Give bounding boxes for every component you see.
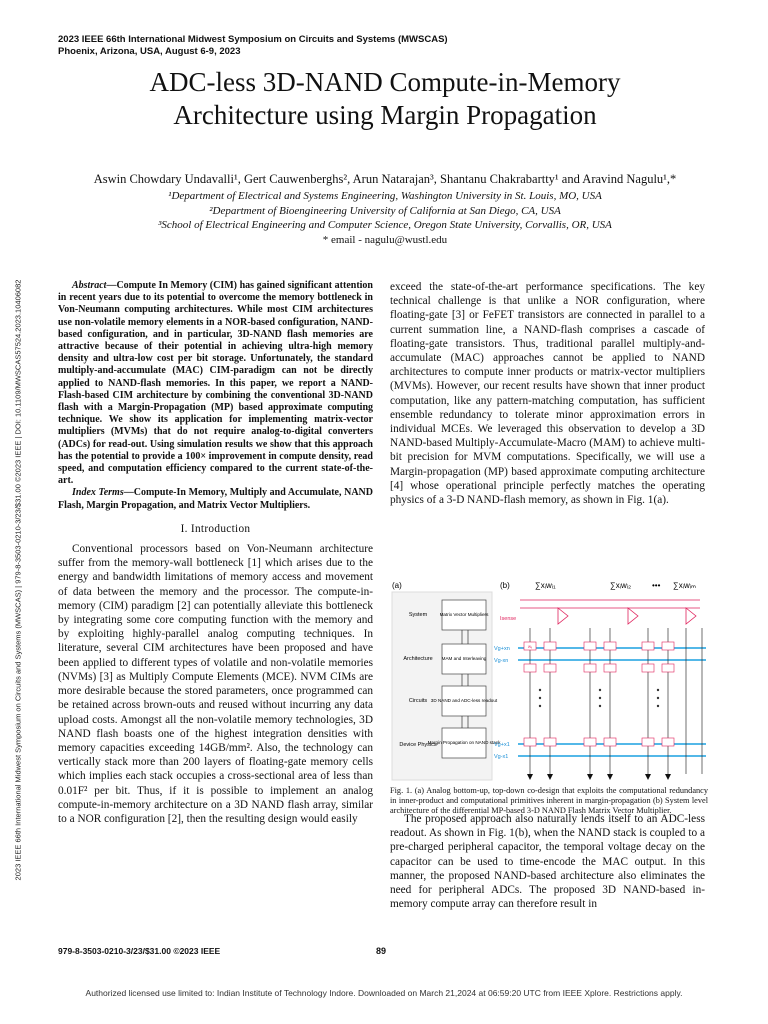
svg-text:Circuits: Circuits bbox=[408, 698, 428, 704]
nand-array-diagram bbox=[494, 581, 706, 780]
index-terms: Index Terms—Compute-In Memory, Multiply and Accumulate, NAND Flash, Margin Propagation, and Matrix Vector Multipliers. bbox=[58, 487, 373, 511]
vg-label-3: Vg+x1 bbox=[494, 742, 510, 748]
intro-paragraph-3: The proposed approach also naturally lends itself to an ADC-less readout. As shown in Fig. 1(b), when the NAND stack is coupled to a pre-charged peripheral capacitor, the temporal voltage decay on the capacitor can be used to time-encode the MAC output. In this manner, the proposed NAND-based architecture also eliminates the need for peripheral ADCs. The proposed 3D NAND-based in-memory compute array can therefore result in bbox=[390, 813, 705, 911]
left-column bbox=[58, 280, 373, 826]
vg-label-1: Vg+xn bbox=[494, 646, 510, 652]
page-number: 89 bbox=[376, 946, 387, 956]
intro-paragraph-2: exceed the state-of-the-art performance specifications. The key technical challenge is that unlike a NOR configuration, where floating-gate [3] or FeFET transistors are connected in parallel to a current summation line, a NAND-flash comprises a cascade of floating-gate transistors. Thus, traditional parallel multiply-and-accumulate (MAC) approaches cannot be applied to NAND architectures to compute inner products or matrix-vector multipliers (MVMs). However, our recent results have shown that inner product computation, like any pattern-matching computation, has sufficient ensemble redundancy to tolerate minor approximation errors in individual MCEs. We leveraged this observation to develop a 3D NAND-based Multiply-Accumulate-Macro (MAM) to achieve multi-bit precision for MVM computations. Specifically, we will use a Margin-propagation (MP) based approximate computing architecture [4] whose operational principle perfectly matches the operating physics of a 3-D NAND-flash memory, as shown in Fig. 1(a). bbox=[390, 281, 705, 507]
sum-label-3: ∑xᵢwᵢₘ bbox=[673, 581, 696, 590]
fig-label-b: (b) bbox=[500, 581, 510, 590]
svg-text:3D NAND and ADC-less readout: 3D NAND and ADC-less readout bbox=[430, 698, 498, 703]
svg-text:Architecture: Architecture bbox=[403, 656, 433, 662]
figure-1 bbox=[390, 578, 708, 782]
sum-dots: ••• bbox=[652, 581, 661, 590]
svg-text:Device Physics: Device Physics bbox=[399, 742, 437, 748]
affiliation-1: ¹Department of Electrical and Systems Engineering, Washington University in St. Louis, MO, USA bbox=[168, 190, 602, 202]
svg-text:System: System bbox=[408, 612, 428, 618]
conference-line-1: 2023 IEEE 66th International Midwest Symposium on Circuits and Systems (MWSCAS) bbox=[58, 34, 448, 45]
vg-label-4: Vg-x1 bbox=[494, 754, 509, 760]
conference-line-2: Phoenix, Arizona, USA, August 6-9, 2023 bbox=[58, 46, 241, 57]
cell-weight-label: Wᵢⱼ bbox=[527, 645, 533, 649]
intro-paragraph-1: Conventional processors based on Von-Neumann architecture suffer from the memory-wall bottleneck [1] which arises due to the energy and bandwidth limitations of memory access and movement of data between the memory and the processor. The compute-in-memory (CIM) paradigm [2] can potentially alleviate this bottleneck by integrating some core computing function with the memory and by exploiting highly-parallel analog computing techniques. In literature, several CIM architectures have been proposed and have been applied to different types of volatile and non-volatile memories (NVMs) [3] as Multiply Compute Elements (MCE). NVM CIMs are more desirable because the stored parameters, once programmed can be retained across brown-outs and reused without incurring any data upload costs. Amongst all the non-volatile memory technologies, 3D NAND flash boasts one of the highest integration densities with memory capacities exceeding 14GB/mm². Also, the technology can vertically stack more than 200 layers of floating-gate memory cells which implies each stack occupies a cross-sectional area of less than 0.01F² per bit. Thus, if it is possible to implement an analog compute-in-memory architecture on a 3D NAND flash array, similar to a NOR configuration [2], then the resulting design would easily bbox=[58, 543, 373, 825]
contact-email: * email - nagulu@wustl.edu bbox=[322, 233, 448, 246]
abstract: Abstract—Compute In Memory (CIM) has gained significant attention in recent years due to its potential to overcome the memory bottleneck in Von-Neumann computing architectures. While most CIM architectures use non-volatile memory elements in a NOR-based configuration, NAND-based configuration, and in particular, 3D-NAND flash memories are attractive because of their potential in achieving ultra-high memory density and ultra-low cost per bit storage. Unfortunately, the standard multiply-and-accumulate (MAC) CIM-paradigm can not be directly applied to NAND-flash memories. In this paper, we report a NAND-Flash-based CIM architecture by combining the conventional 3D-NAND flash with a Margin-Propagation (MP) based approximate computing technique. We show its application for implementing matrix-vector multipliers (MVMs) that do not require analog-to-digital converters (ADCs) for read-out. Using simulation results we show that this approach has the potential to provide a 100× improvement in compute density, read speed, and computation efficiency compared to the current state-of-the-art. bbox=[58, 280, 373, 487]
affiliation-2: ²Department of Bioengineering University of California at San Diego, CA, USA bbox=[209, 204, 561, 217]
codesign-diagram bbox=[392, 592, 501, 780]
right-column-top bbox=[390, 280, 705, 507]
affiliation-3: ³School of Electrical Engineering and Computer Science, Oregon State University, Corvallis, OR, USA bbox=[158, 219, 612, 231]
figure-caption: Fig. 1. (a) Analog bottom-up, top-down co-design that exploits the computational redundancy in inner-product and computational primitives inherent in margin-propagation (b) System level architecture of the differential MP-based 3-D NAND Flash Matrix Vector Multiplier. bbox=[390, 786, 708, 816]
side-doi-text: 2023 IEEE 66th International Midwest Symposium on Circuits and Systems (MWSCAS) | 979-8-3503-0210-3/23/$31.00 ©2023 IEEE | DOI: 10.1109/MWSCAS57524.2023.10406082 bbox=[13, 279, 23, 881]
authorization-notice: Authorized licensed use limited to: Indian Institute of Technology Indore. Downloaded on March 21,2024 at 06:59:20 UTC from IEEE Xplore. Restrictions apply. bbox=[85, 988, 683, 998]
svg-text:MAM and Interleaving: MAM and Interleaving bbox=[441, 656, 487, 661]
section-heading: I. Introduction bbox=[180, 522, 251, 535]
sum-label-2: ∑xᵢwᵢ₂ bbox=[610, 581, 632, 590]
conference-header bbox=[58, 34, 448, 58]
svg-text:Margin Propagation on NAND sta: Margin Propagation on NAND stack bbox=[427, 740, 501, 745]
fig-label-a: (a) bbox=[392, 581, 402, 590]
footer-isbn: 979-8-3503-0210-3/23/$31.00 ©2023 IEEE bbox=[58, 946, 221, 956]
svg-text:Matrix Vector Multipliers: Matrix Vector Multipliers bbox=[439, 612, 489, 617]
sum-label-1: ∑xᵢwᵢ₁ bbox=[535, 581, 556, 590]
affiliations bbox=[40, 189, 730, 247]
right-column-bottom bbox=[390, 812, 705, 911]
paper-title: ADC-less 3D-NAND Compute-in-Memory Architecture using Margin Propagation bbox=[149, 67, 621, 130]
author-list: Aswin Chowdary Undavalli¹, Gert Cauwenberghs², Arun Natarajan³, Shantanu Chakrabartty¹ and Aravind Nagulu¹,* bbox=[93, 172, 677, 186]
vg-label-2: Vg-xn bbox=[494, 658, 509, 664]
isense-label: Isense bbox=[500, 616, 517, 622]
